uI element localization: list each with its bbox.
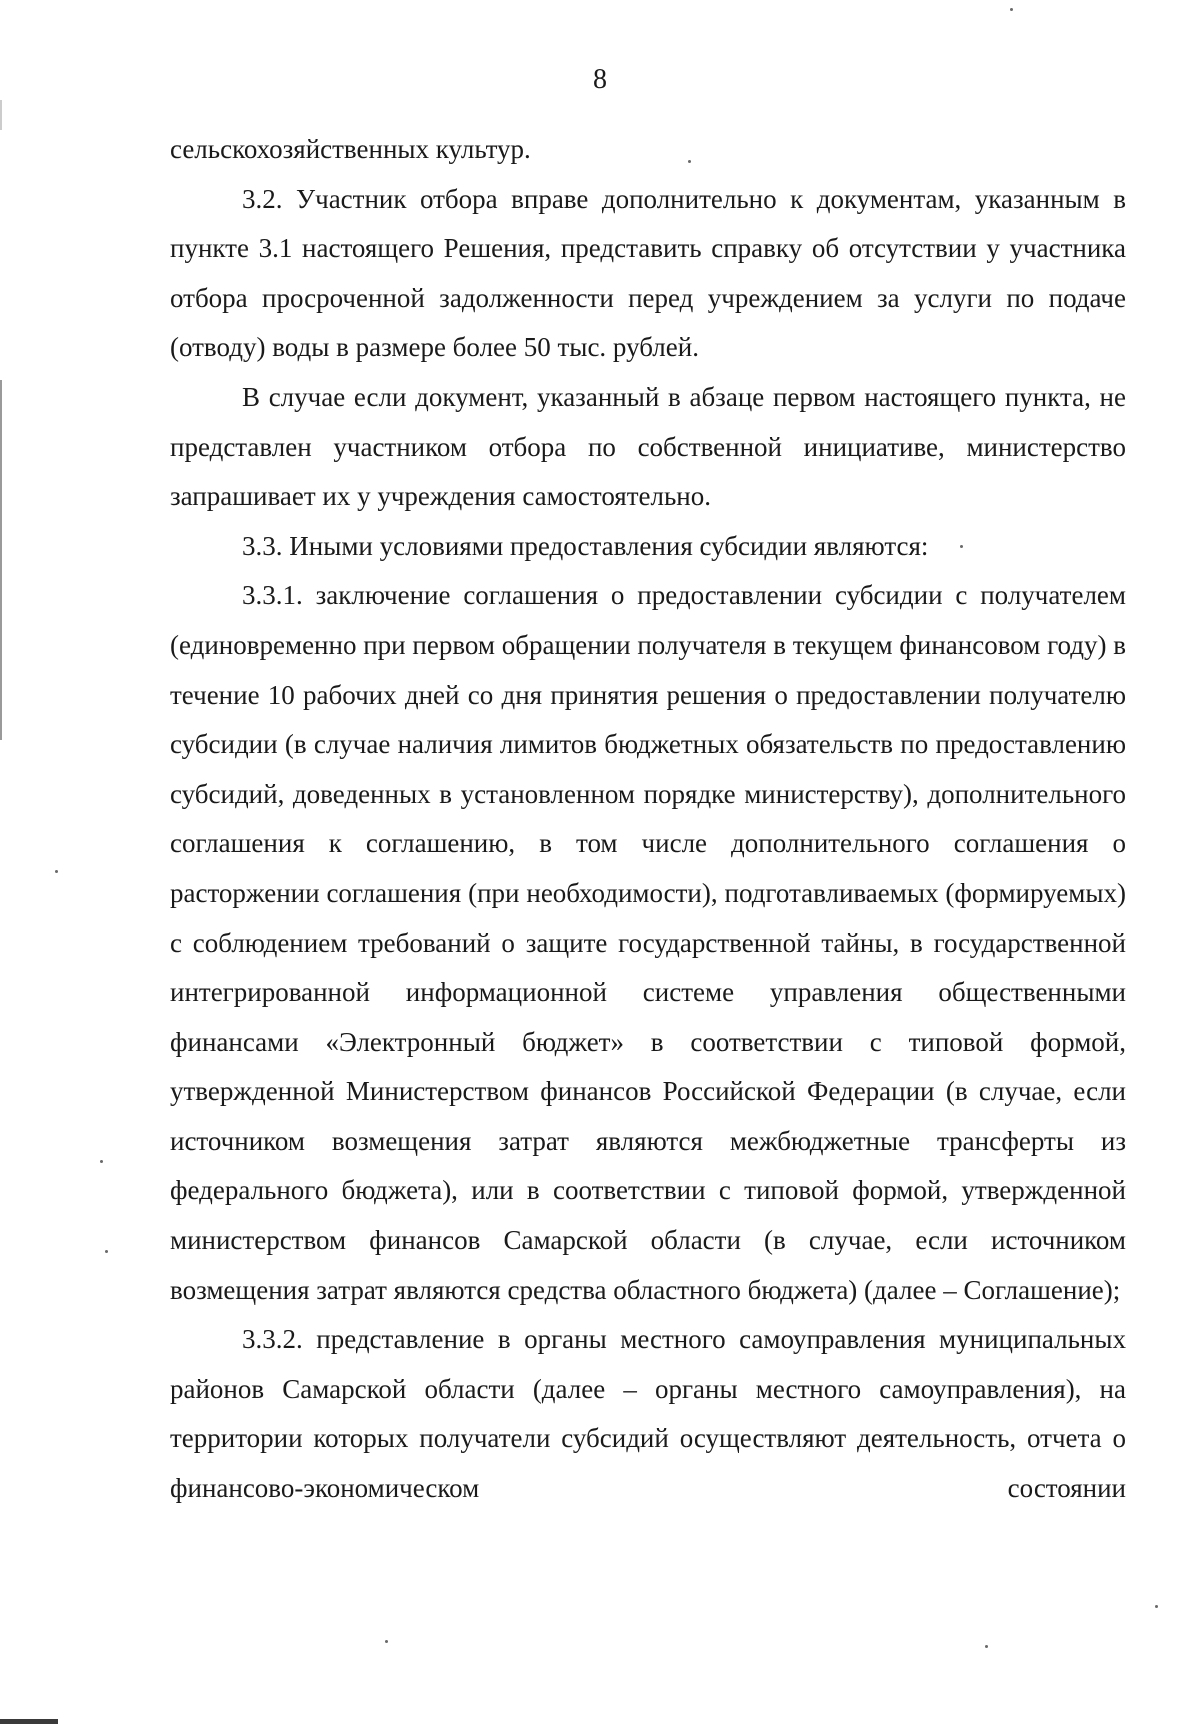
scan-edge-mark bbox=[0, 100, 2, 130]
document-body bbox=[170, 125, 1126, 1514]
scan-speck bbox=[1155, 1605, 1158, 1608]
scan-speck bbox=[105, 1250, 108, 1253]
paragraph-3-3: 3.3. Иными условиями предоставления субсидии являются: bbox=[242, 530, 929, 561]
paragraph-3-3-2: 3.3.2. представление в органы местного самоуправления муниципальных районов Самарской области (далее – органы местного самоуправления), на территории которых получатели субсидий осуществляют деятельность, отчета о финансово-экономическом состоянии bbox=[170, 1324, 1126, 1504]
paragraph-3-2-second: В случае если документ, указанный в абзаце первом настоящего пункта, не представлен участником отбора по собственной инициативе, министерство запрашивает их у учреждения самостоятельно. bbox=[170, 381, 1126, 512]
scan-edge-mark bbox=[0, 380, 2, 740]
paragraph-continuation: сельскохозяйственных культур. bbox=[170, 134, 531, 164]
scan-speck bbox=[100, 1160, 103, 1163]
paragraph-3-2: 3.2. Участник отбора вправе дополнительно к документам, указанным в пункте 3.1 настоящего Решения, представить справку об отсутствии у участника отбора просроченной задолженности перед учреждением за услуги по подаче (отводу) воды в размере более 50 тыс. рублей. bbox=[170, 183, 1126, 363]
scan-speck bbox=[1010, 8, 1013, 11]
paragraph-3-3-1: 3.3.1. заключение соглашения о предоставлении субсидии с получателем (единовременно при первом обращении получателя в текущем финансовом году) в течение 10 рабочих дней со дня принятия решения о предоставлении получателю субсидии (в случае наличия лимитов бюджетных обязательств по предоставлению субсидий, доведенных в установленном порядке министерству), дополнительного соглашения к соглашению, в том числе дополнительного соглашения о расторжении соглашения (при необходимости), подготавливаемых (формируемых) с соблюдением требований о защите государственной тайны, в государственной интегрированной информационной системе управления общественными финансами «Электронный бюджет» в соответствии с типовой формой, утвержденной Министерством финансов Российской Федерации (в случае, если источником возмещения затрат являются межбюджетные трансферты из федерального бюджета), или в соответствии с типовой формой, утвержденной министерством финансов Самарской области (в случае, если источником возмещения затрат являются средства областного бюджета) (далее – Соглашение); bbox=[170, 580, 1126, 1305]
scan-speck bbox=[688, 160, 691, 163]
scan-bottom-bar bbox=[0, 1719, 58, 1724]
scan-speck bbox=[985, 1645, 988, 1648]
scan-speck bbox=[55, 870, 58, 873]
scan-speck bbox=[960, 545, 963, 548]
page-number: 8 bbox=[593, 64, 607, 95]
scan-speck bbox=[385, 1640, 388, 1643]
